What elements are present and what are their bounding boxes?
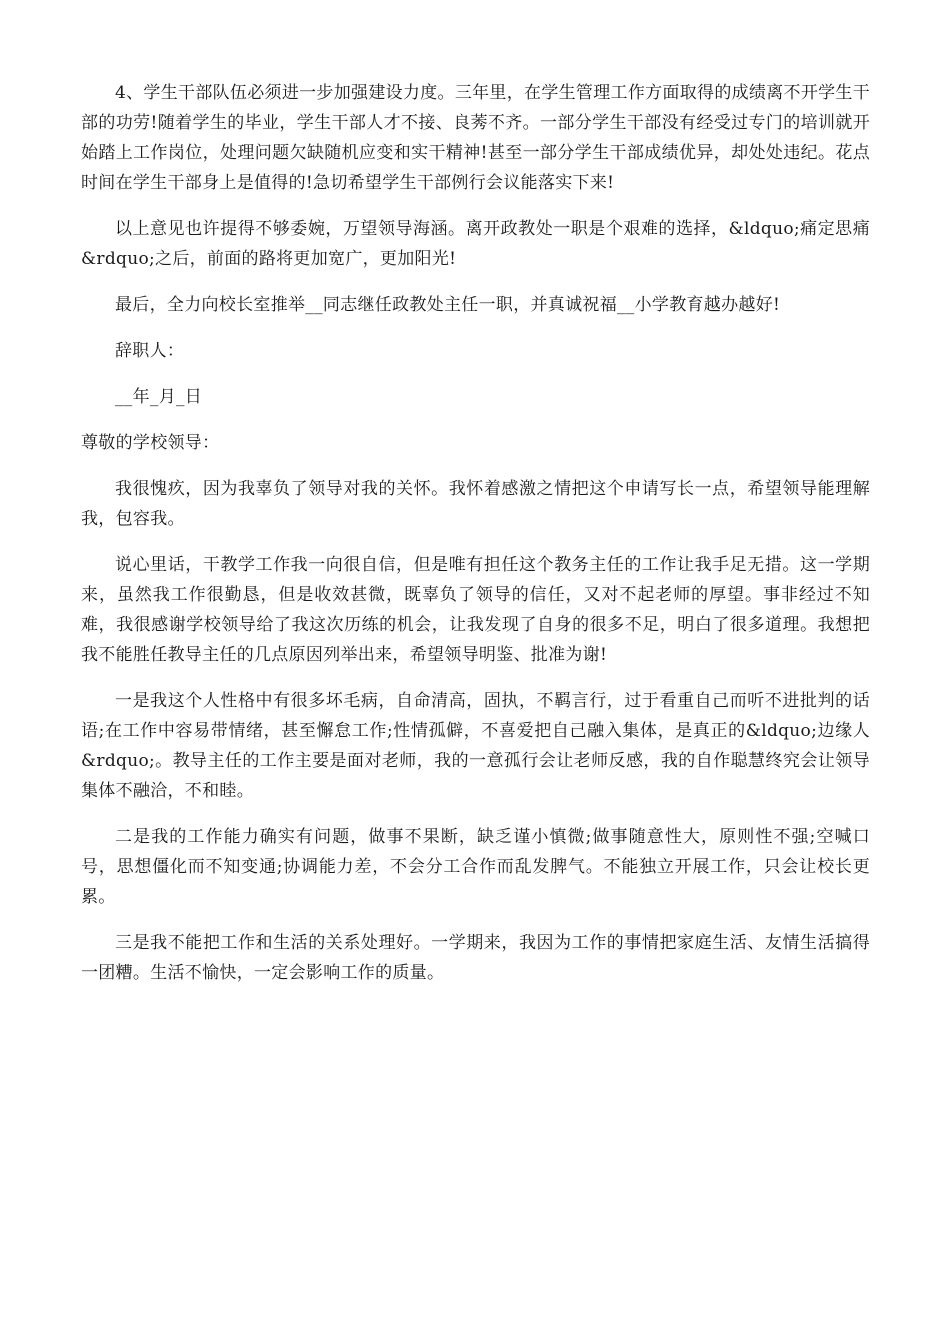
date-line: __年_月_日 bbox=[115, 387, 203, 407]
paragraph-reason-one: 一是我这个人性格中有很多坏毛病，自命清高，固执，不羁言行，过于看重自己而听不进批判的话语;在工作中容易带情绪，甚至懈怠工作;性情孤僻，不喜爱把自己融入集体，是真正的&ldquo;边缘人&rdquo;。教导主任的工作主要是面对老师，我的一意孤行会让老师反感，我的自作聪慧终究会让领导集体不融洽，不和睦。 bbox=[81, 691, 870, 801]
paragraph-confession: 说心里话，干教学工作我一向很自信，但是唯有担任这个教务主任的工作让我手足无措。这一学期来，虽然我工作很勤恳，但是收效甚微，既辜负了领导的信任，又对不起老师的厚望。事非经过不知难，我很感谢学校领导给了我这次历练的机会，让我发现了自身的很多不足，明白了很多道理。我想把我不能胜任教导主任的几点原因列举出来，希望领导明鉴、批准为谢! bbox=[81, 555, 870, 665]
paragraph-reason-two: 二是我的工作能力确实有问题，做事不果断，缺乏谨小慎微;做事随意性大，原则性不强;空喊口号，思想僵化而不知变通;协调能力差，不会分工合作而乱发脾气。不能独立开展工作，只会让校长更累。 bbox=[81, 827, 870, 907]
paragraph-apology: 以上意见也许提得不够委婉，万望领导海涵。离开政教处一职是个艰难的选择，&ldquo;痛定思痛&rdquo;之后，前面的路将更加宽广，更加阳光! bbox=[81, 219, 870, 269]
document-body bbox=[81, 78, 870, 1004]
salutation: 尊敬的学校领导： bbox=[81, 433, 220, 453]
signature-label: 辞职人： bbox=[115, 341, 185, 361]
paragraph-reason-three: 三是我不能把工作和生活的关系处理好。一学期来，我因为工作的事情把家庭生活、友情生活搞得一团糟。生活不愉快，一定会影响工作的质量。 bbox=[81, 933, 870, 983]
paragraph-recommendation: 最后，全力向校长室推举__同志继任政教处主任一职，并真诚祝福__小学教育越办越好! bbox=[115, 295, 781, 315]
paragraph-guilt: 我很愧疚，因为我辜负了领导对我的关怀。我怀着感激之情把这个申请写长一点，希望领导能理解我，包容我。 bbox=[81, 479, 870, 529]
paragraph-student-cadres: 4、学生干部队伍必须进一步加强建设力度。三年里，在学生管理工作方面取得的成绩离不开学生干部的功劳!随着学生的毕业，学生干部人才不接、良莠不齐。一部分学生干部没有经受过专门的培训就开始踏上工作岗位，处理问题欠缺随机应变和实干精神!甚至一部分学生干部成绩优异，却处处违纪。花点时间在学生干部身上是值得的!急切希望学生干部例行会议能落实下来! bbox=[81, 83, 871, 193]
